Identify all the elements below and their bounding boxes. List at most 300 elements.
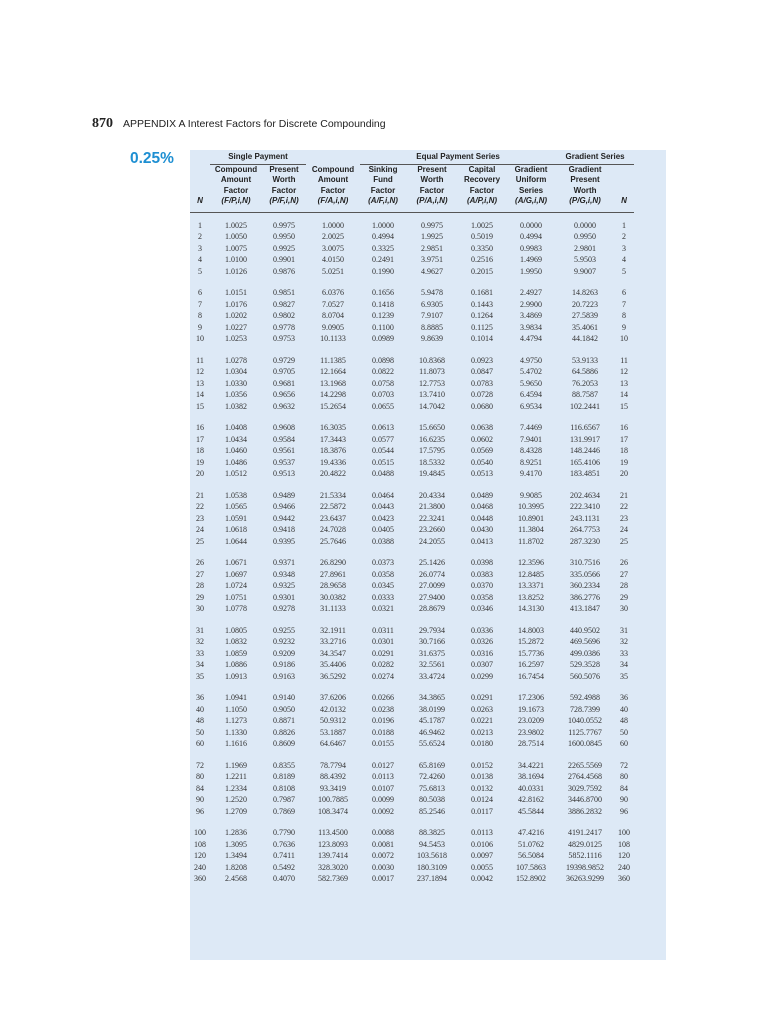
table-row xyxy=(190,671,666,683)
column-header-l1-2: Present xyxy=(269,164,299,174)
table-row xyxy=(190,468,666,480)
factor-cell: 76.2053 xyxy=(572,378,599,388)
factor-cell: 1.0618 xyxy=(225,525,247,534)
factor-cell: 2.9801 xyxy=(574,243,597,253)
factor-cell: 32.5561 xyxy=(419,660,446,669)
factor-cell: 1.0253 xyxy=(225,334,247,343)
factor-cell: 222.3410 xyxy=(570,502,601,511)
table-row xyxy=(190,862,666,874)
factor-cell: 23.9802 xyxy=(518,727,545,737)
factor-cell: 12.8485 xyxy=(518,569,545,579)
column-header-sym-5: (P/A,i,N) xyxy=(406,196,458,212)
factor-cell: 0.9418 xyxy=(273,525,295,534)
table-row xyxy=(190,806,666,818)
column-header-l3-9 xyxy=(614,186,634,197)
factor-cell: 10.8368 xyxy=(419,355,446,365)
factor-cell: 24.2055 xyxy=(419,536,446,546)
factor-cell: 3.4869 xyxy=(520,311,543,320)
interest-rate-label: 0.25% xyxy=(130,150,174,167)
factor-cell: 3.0075 xyxy=(322,243,345,253)
period-cell: 4 xyxy=(198,255,202,264)
group-header-single-payment: Single Payment xyxy=(210,152,306,164)
factor-cell: 2.0025 xyxy=(322,232,345,241)
table-row xyxy=(190,401,666,413)
factor-cell: 0.9537 xyxy=(273,457,295,467)
factor-cell: 0.9371 xyxy=(273,558,295,567)
factor-cell: 0.1418 xyxy=(372,299,395,309)
factor-cell: 0.0081 xyxy=(372,839,395,849)
factor-cell: 0.0311 xyxy=(372,625,394,635)
factor-cell: 80.5038 xyxy=(419,795,446,804)
factor-cell: 9.9007 xyxy=(574,266,597,276)
period-cell: 12 xyxy=(620,367,629,376)
factor-cell: 0.0196 xyxy=(372,716,395,725)
factor-cell: 440.9502 xyxy=(570,625,601,635)
period-cell: 16 xyxy=(196,423,204,432)
factor-cell: 0.0638 xyxy=(471,423,494,432)
factor-cell: 0.0321 xyxy=(372,604,395,613)
period-cell: 60 xyxy=(196,739,204,748)
factor-cell: 4.9750 xyxy=(520,355,543,365)
factor-cell: 113.4500 xyxy=(318,828,348,837)
factor-cell: 9.0905 xyxy=(322,322,345,332)
factor-cell: 0.0132 xyxy=(471,783,494,793)
factor-cell: 0.0291 xyxy=(372,648,395,658)
table-row xyxy=(190,277,666,299)
factor-cell: 123.8093 xyxy=(318,839,349,849)
factor-cell: 1.0538 xyxy=(225,490,247,500)
factor-cell: 0.8189 xyxy=(273,772,295,781)
factor-cell: 0.0448 xyxy=(471,513,494,523)
period-cell: 17 xyxy=(620,434,629,444)
factor-cell: 0.9950 xyxy=(574,232,597,241)
period-cell: 32 xyxy=(196,637,204,646)
factor-cell: 28.8679 xyxy=(419,604,446,613)
factor-cell: 0.1656 xyxy=(372,288,395,297)
factor-cell: 0.4994 xyxy=(372,232,395,241)
factor-cell: 50.9312 xyxy=(320,716,347,725)
factor-cell: 310.7516 xyxy=(570,558,601,567)
factor-cell: 93.3419 xyxy=(320,783,347,793)
table-row xyxy=(190,254,666,266)
factor-cell: 0.0383 xyxy=(471,569,494,579)
period-cell: 5 xyxy=(622,266,627,276)
factor-cell: 8.0704 xyxy=(322,311,345,320)
factor-cell: 0.2516 xyxy=(471,255,494,264)
factor-cell: 0.0099 xyxy=(372,795,395,804)
factor-cell: 27.9400 xyxy=(419,592,446,602)
factor-cell: 1.0330 xyxy=(225,378,247,388)
factor-cell: 335.0566 xyxy=(570,569,601,579)
factor-cell: 18.5332 xyxy=(419,457,446,467)
factor-cell: 0.0346 xyxy=(471,604,494,613)
period-cell: 90 xyxy=(196,795,204,804)
factor-cell: 0.0464 xyxy=(372,490,395,500)
factor-cell: 0.1100 xyxy=(372,322,394,332)
factor-cell: 0.0106 xyxy=(471,839,494,849)
factor-cell: 1.1330 xyxy=(225,727,247,737)
factor-cell: 16.3035 xyxy=(320,423,347,432)
factor-cell: 40.0331 xyxy=(518,783,545,793)
period-cell: 1 xyxy=(622,220,627,230)
table-row xyxy=(190,794,666,806)
period-cell: 15 xyxy=(620,401,629,411)
factor-cell: 0.0088 xyxy=(372,828,395,837)
factor-cell: 0.0577 xyxy=(372,434,395,444)
period-cell: 7 xyxy=(622,299,627,309)
factor-cell: 0.8826 xyxy=(273,727,295,737)
factor-cell: 0.9140 xyxy=(273,693,295,702)
factor-cell: 0.1125 xyxy=(471,322,493,332)
factor-cell: 0.0113 xyxy=(372,772,394,781)
factor-cell: 0.0540 xyxy=(471,457,494,467)
factor-cell: 64.5886 xyxy=(572,367,599,376)
factor-cell: 44.1842 xyxy=(572,334,599,343)
factor-cell: 0.9925 xyxy=(273,243,295,253)
factor-cell: 1.0565 xyxy=(225,502,247,511)
factor-cell: 11.1385 xyxy=(320,355,346,365)
factor-cell: 10.8901 xyxy=(518,513,545,523)
period-cell: 108 xyxy=(194,839,206,849)
column-header-l1-0 xyxy=(190,164,210,175)
factor-cell: 22.5872 xyxy=(320,502,347,511)
factor-cell: 2.9900 xyxy=(520,299,543,309)
factor-cell: 18.3876 xyxy=(320,446,347,455)
column-header-l1-7: Gradient xyxy=(514,164,548,174)
factor-cell: 19.4336 xyxy=(320,457,347,467)
factor-cell: 0.9466 xyxy=(273,502,295,511)
factor-cell: 2.9851 xyxy=(421,243,444,253)
factor-cell: 24.7028 xyxy=(320,525,347,534)
factor-cell: 0.0155 xyxy=(372,739,395,748)
table-row xyxy=(190,580,666,592)
factor-cell: 33.4724 xyxy=(419,671,446,681)
table-row xyxy=(190,727,666,739)
factor-cell: 386.2776 xyxy=(570,592,601,602)
table-row xyxy=(190,547,666,569)
factor-cell: 0.0072 xyxy=(372,851,395,860)
factor-cell: 0.0107 xyxy=(372,783,395,793)
factor-cell: 1.0356 xyxy=(225,390,247,399)
factor-cell: 6.0376 xyxy=(322,288,345,297)
factor-cell: 17.3443 xyxy=(320,434,347,444)
factor-cell: 88.7587 xyxy=(572,390,599,399)
factor-cell: 0.1014 xyxy=(471,334,494,343)
table-row xyxy=(190,378,666,390)
period-cell: 36 xyxy=(196,693,204,702)
period-cell: 15 xyxy=(196,401,204,411)
period-cell: 6 xyxy=(198,288,202,297)
table-row xyxy=(190,322,666,334)
period-cell: 2 xyxy=(198,232,202,241)
factor-cell: 13.3371 xyxy=(518,581,545,590)
period-cell: 11 xyxy=(196,355,204,365)
factor-cell: 0.9584 xyxy=(273,434,295,444)
table-row xyxy=(190,366,666,378)
period-cell: 3 xyxy=(198,243,202,253)
factor-cell: 0.0282 xyxy=(372,660,395,669)
factor-cell: 0.0758 xyxy=(372,378,395,388)
period-cell: 100 xyxy=(618,828,631,837)
column-header-l3-7: Series xyxy=(519,185,544,195)
table-row xyxy=(190,592,666,604)
factor-cell: 0.9753 xyxy=(273,334,295,343)
factor-cell: 1.0644 xyxy=(225,536,247,546)
factor-cell: 14.2298 xyxy=(320,390,347,399)
factor-cell: 23.2660 xyxy=(419,525,446,534)
factor-cell: 165.4106 xyxy=(570,457,601,467)
period-cell: 72 xyxy=(620,760,629,770)
factor-cell: 64.6467 xyxy=(320,739,347,748)
factor-cell: 1.1273 xyxy=(225,716,247,725)
factor-cell: 1.9950 xyxy=(520,266,543,276)
factor-cell: 1.0304 xyxy=(225,367,247,376)
factor-cell: 0.4070 xyxy=(273,874,295,883)
period-cell: 18 xyxy=(196,446,204,455)
column-header-l2-5: Worth xyxy=(420,175,444,184)
column-header-l1-8: Gradient xyxy=(568,164,602,174)
table-row xyxy=(190,434,666,446)
factor-cell: 0.9608 xyxy=(273,423,295,432)
column-header-l2-4: Fund xyxy=(373,175,393,184)
table-body xyxy=(190,212,666,885)
factor-cell: 0.0513 xyxy=(471,469,494,478)
factor-cell: 11.8073 xyxy=(419,367,445,376)
period-cell: 35 xyxy=(196,671,204,681)
factor-cell: 0.0488 xyxy=(372,469,395,478)
factor-cell: 1.0227 xyxy=(225,322,247,332)
factor-cell: 85.2546 xyxy=(419,806,446,816)
factor-cell: 1.0075 xyxy=(225,243,247,253)
factor-cell: 0.9489 xyxy=(273,490,295,500)
factor-cell: 0.9876 xyxy=(273,266,295,276)
factor-cell: 94.5453 xyxy=(419,839,446,849)
period-cell: 20 xyxy=(620,469,629,478)
factor-cell: 0.9632 xyxy=(273,401,295,411)
factor-cell: 27.0099 xyxy=(419,581,446,590)
factor-cell: 27.8961 xyxy=(320,569,347,579)
column-header-l3-0 xyxy=(190,186,210,197)
factor-cell: 0.3350 xyxy=(471,243,494,253)
factor-cell: 28.7514 xyxy=(518,739,545,748)
factor-cell: 9.9085 xyxy=(520,490,543,500)
factor-cell: 0.0655 xyxy=(372,401,395,411)
period-cell: 240 xyxy=(194,862,206,872)
period-cell: 3 xyxy=(622,243,627,253)
factor-cell: 152.8902 xyxy=(516,874,547,883)
factor-cell: 37.6206 xyxy=(320,693,347,702)
factor-cell: 2.4927 xyxy=(520,288,543,297)
period-cell: 23 xyxy=(620,513,629,523)
factor-cell: 17.5795 xyxy=(419,446,446,455)
factor-cell: 0.0000 xyxy=(520,220,543,230)
factor-cell: 20.4822 xyxy=(320,469,347,478)
factor-cell: 1.0751 xyxy=(225,592,247,602)
period-cell: 31 xyxy=(196,625,204,635)
factor-cell: 0.9209 xyxy=(273,648,295,658)
factor-cell: 0.0316 xyxy=(471,648,494,658)
factor-cell: 1.2211 xyxy=(225,772,247,781)
factor-cell: 0.0358 xyxy=(372,569,395,579)
factor-cell: 11.8702 xyxy=(518,536,544,546)
table-row xyxy=(190,615,666,637)
factor-cell: 1.3494 xyxy=(225,851,247,860)
factor-cell: 42.0132 xyxy=(320,704,347,714)
factor-cell: 0.9656 xyxy=(273,390,295,399)
factor-cell: 592.4988 xyxy=(570,693,601,702)
period-cell: 35 xyxy=(620,671,629,681)
factor-cell: 22.3241 xyxy=(419,513,446,523)
factor-cell: 0.0898 xyxy=(372,355,395,365)
factor-cell: 1.0941 xyxy=(225,693,247,702)
factor-cell: 148.2446 xyxy=(570,446,601,455)
column-header-line-1 xyxy=(190,164,666,175)
factor-cell: 243.1131 xyxy=(570,513,600,523)
factor-cell: 0.9561 xyxy=(273,446,295,455)
factor-cell: 1.0778 xyxy=(225,604,247,613)
factor-cell: 53.9133 xyxy=(572,355,599,365)
column-header-l2-9 xyxy=(614,175,634,186)
factor-cell: 1.0805 xyxy=(225,625,247,635)
factor-cell: 6.4594 xyxy=(520,390,543,399)
factor-cell: 13.7410 xyxy=(419,390,446,399)
factor-cell: 0.0923 xyxy=(471,355,494,365)
factor-cell: 0.0489 xyxy=(471,490,494,500)
table-row xyxy=(190,310,666,322)
period-cell: 21 xyxy=(196,490,204,500)
factor-cell: 529.3528 xyxy=(570,660,601,669)
period-cell: 240 xyxy=(618,862,631,872)
factor-cell: 0.0370 xyxy=(471,581,494,590)
factor-cell: 5.4702 xyxy=(520,367,543,376)
factor-cell: 14.8003 xyxy=(518,625,545,635)
period-cell: 1 xyxy=(198,220,202,230)
factor-cell: 8.4328 xyxy=(520,446,543,455)
period-cell: 80 xyxy=(620,772,629,781)
period-cell: 10 xyxy=(620,334,629,343)
factor-cell: 0.0000 xyxy=(574,220,597,230)
column-header-line-3 xyxy=(190,186,666,197)
period-cell: 13 xyxy=(196,378,204,388)
factor-cell: 1.1050 xyxy=(225,704,247,714)
factor-cell: 2764.4568 xyxy=(568,772,603,781)
factor-cell: 1.0859 xyxy=(225,648,247,658)
factor-cell: 19398.9852 xyxy=(566,862,605,872)
table-row xyxy=(190,715,666,727)
factor-cell: 328.3020 xyxy=(318,862,349,872)
factor-cell: 0.0152 xyxy=(471,760,494,770)
period-cell: 23 xyxy=(196,513,204,523)
factor-cell: 0.0336 xyxy=(471,625,494,635)
factor-cell: 0.0307 xyxy=(471,660,494,669)
factor-cell: 103.5618 xyxy=(417,851,448,860)
factor-cell: 51.0762 xyxy=(518,839,545,849)
factor-cell: 0.0213 xyxy=(471,727,494,737)
column-header-l2-3: Amount xyxy=(317,175,349,184)
factor-cell: 15.2654 xyxy=(320,401,347,411)
factor-cell: 107.5863 xyxy=(516,862,547,872)
column-header-line-2 xyxy=(190,175,666,186)
period-cell: 40 xyxy=(196,704,204,714)
period-cell: 24 xyxy=(196,525,204,534)
period-cell: 26 xyxy=(196,558,204,567)
factor-cell: 0.9325 xyxy=(273,581,295,590)
table-row xyxy=(190,501,666,513)
factor-cell: 0.0602 xyxy=(471,434,494,444)
column-header-l3-5: Factor xyxy=(419,185,445,195)
column-header-l1-4: Sinking xyxy=(368,164,398,174)
factor-cell: 1.0000 xyxy=(322,220,345,230)
factor-cell: 42.8162 xyxy=(518,795,545,804)
factor-cell: 5.9478 xyxy=(421,288,444,297)
factor-cell: 0.7987 xyxy=(273,795,295,804)
factor-cell: 0.0274 xyxy=(372,671,395,681)
period-cell: 72 xyxy=(196,760,204,770)
factor-cell: 0.0405 xyxy=(372,525,395,534)
table-row xyxy=(190,738,666,750)
factor-cell: 38.1694 xyxy=(518,772,545,781)
factor-cell: 1.2836 xyxy=(225,828,247,837)
factor-cell: 6.9534 xyxy=(520,401,543,411)
table-row xyxy=(190,771,666,783)
factor-cell: 13.8252 xyxy=(518,592,545,602)
column-header-l2-2: Worth xyxy=(272,175,296,184)
factor-cell: 499.0386 xyxy=(570,648,601,658)
factor-cell: 0.0266 xyxy=(372,693,395,702)
factor-cell: 29.7934 xyxy=(419,625,446,635)
period-cell: 33 xyxy=(196,648,204,658)
factor-cell: 108.3474 xyxy=(318,806,349,816)
factor-cell: 0.0301 xyxy=(372,637,395,646)
factor-cell: 1.0408 xyxy=(225,423,247,432)
factor-cell: 14.3130 xyxy=(518,604,545,613)
factor-cell: 17.2306 xyxy=(518,693,545,702)
column-header-l1-1: Compound xyxy=(214,164,258,174)
factor-cell: 0.0055 xyxy=(471,862,494,872)
factor-cell: 0.9681 xyxy=(273,378,295,388)
factor-cell: 1.1969 xyxy=(225,760,247,770)
group-header-equal-payment: Equal Payment Series xyxy=(360,152,556,164)
factor-cell: 1.0382 xyxy=(225,401,247,411)
column-header-l1-9 xyxy=(614,164,634,175)
factor-cell: 0.0291 xyxy=(471,693,494,702)
factor-cell: 14.8263 xyxy=(572,288,599,297)
table-row xyxy=(190,704,666,716)
page-header xyxy=(92,114,386,132)
factor-cell: 1600.0845 xyxy=(568,739,603,748)
factor-cell: 20.7223 xyxy=(572,299,599,309)
factor-cell: 3.9751 xyxy=(421,255,444,264)
period-cell: 84 xyxy=(196,783,204,793)
factor-cell: 25.1426 xyxy=(419,558,446,567)
factor-cell: 1.2520 xyxy=(225,795,247,804)
factor-cell: 102.2441 xyxy=(570,401,601,411)
factor-cell: 0.9442 xyxy=(273,513,295,523)
factor-cell: 0.0728 xyxy=(471,390,494,399)
period-cell: 40 xyxy=(620,704,629,714)
factor-cell: 100.7885 xyxy=(318,795,349,804)
period-cell: 27 xyxy=(196,569,204,579)
factor-cell: 56.5084 xyxy=(518,851,545,860)
factor-cell: 0.0117 xyxy=(471,806,493,816)
period-cell: 14 xyxy=(620,390,629,399)
column-header-l3-3: Factor xyxy=(320,185,346,195)
factor-cell: 32.1911 xyxy=(320,625,346,635)
table-row xyxy=(190,636,666,648)
factor-cell: 23.6437 xyxy=(320,513,347,523)
factor-cell: 1.0025 xyxy=(471,220,494,230)
factor-cell: 6.9305 xyxy=(421,299,444,309)
